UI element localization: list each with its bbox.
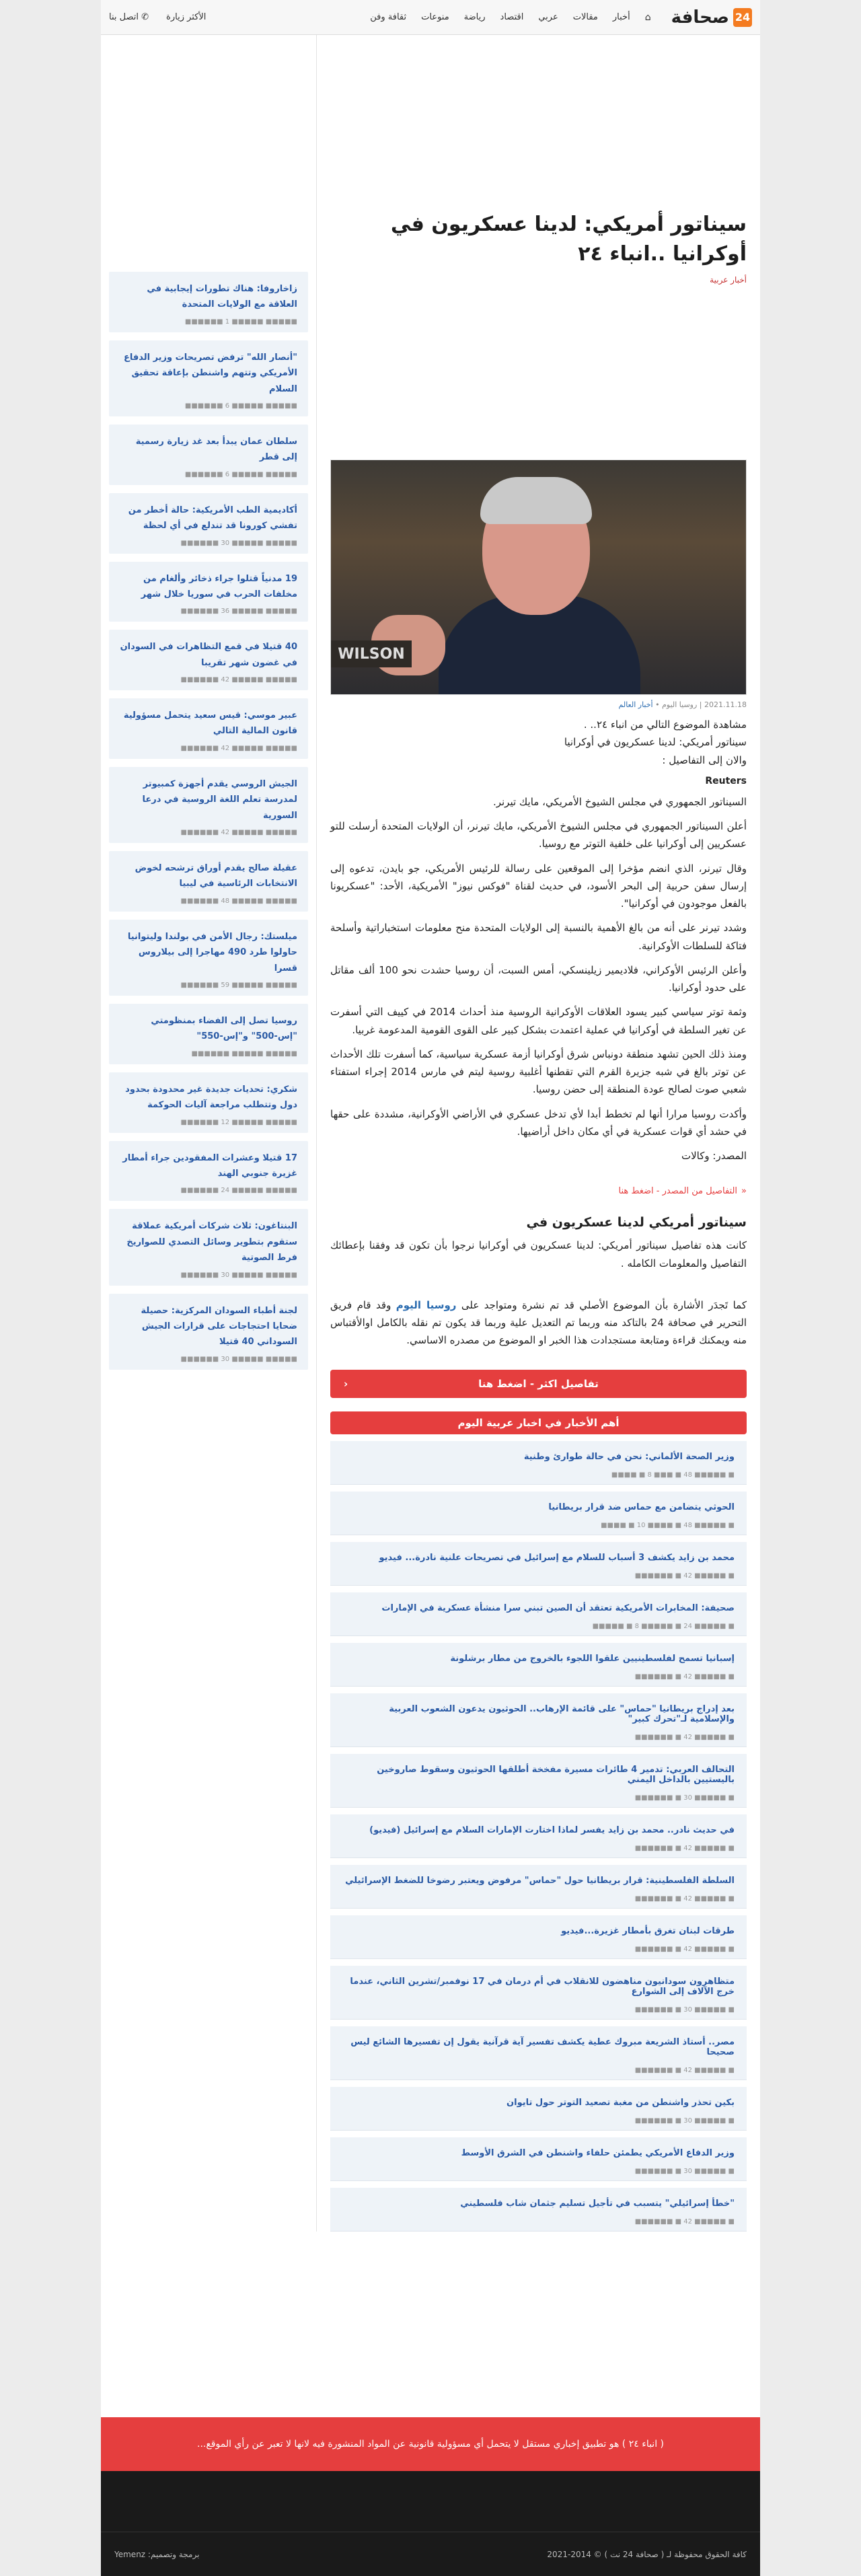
meta-category[interactable]: أخبار العالم: [618, 700, 653, 709]
related-item-title[interactable]: في حديث نادر.. محمد بن زايد يفسر لماذا اختارت الإمارات السلام مع إسرائيل (فيديو): [369, 1825, 735, 1835]
related-item-meta: ■ ■■■■■ 42 ■ ■■■■■■: [634, 2066, 735, 2074]
sidebar-item-meta: ■■■■■ ■■■■■ 36 ■■■■■■: [180, 608, 297, 616]
logo-badge: 24: [733, 8, 752, 27]
logo-text: صحافة: [671, 7, 729, 28]
sidebar-item-title[interactable]: 40 قتيلا في قمع التظاهرات في السودان في غضون شهر تقريبا: [120, 642, 297, 668]
article-meta: 2021.11.18 | روسيا اليوم • أخبار العالم: [618, 700, 747, 709]
sidebar-item-meta: ■■■■■ ■■■■■ 1 ■■■■■■: [184, 318, 297, 326]
related-item-meta: ■ ■■■■■ 42 ■ ■■■■■■: [634, 1733, 735, 1741]
double-chevron-icon: «: [741, 1186, 747, 1197]
sidebar-item[interactable]: [109, 1072, 308, 1133]
meta-date: 2021.11.18: [704, 700, 747, 709]
sidebar-item-title[interactable]: سلطان عمان يبدأ بعد غد زيارة رسمية إلى قطر: [135, 436, 297, 463]
related-item-title[interactable]: محمد بن زايد يكشف 3 أسباب للسلام مع إسرائيل في تصريحات علنية نادرة... فيديو: [379, 1552, 735, 1563]
related-item[interactable]: [330, 2188, 747, 2232]
related-item-meta: ■ ■■■■■ 30 ■ ■■■■■■: [634, 2005, 735, 2014]
related-item-title[interactable]: متظاهرون سودانيون مناهضون للانقلاب في أم درمان في 17 نوفمبر/تشرين الثاني، عندما خرج الآلاف إلى الشوارع: [350, 1976, 735, 1997]
sidebar-item[interactable]: [109, 1209, 308, 1285]
copyright: كافة الحقوق محفوظة لـ ( صحافة 24 نت ) © 2014-2021: [547, 2549, 747, 2559]
related-item[interactable]: [330, 2137, 747, 2181]
intro-line: والان إلى التفاصيل :: [662, 753, 747, 766]
sidebar-item-title[interactable]: زاخاروفا: هناك تطورات إيجابية في العلاقة مع الولايات المتحدة: [147, 284, 297, 310]
related-item[interactable]: [330, 1643, 747, 1687]
source-credit: المصدر: وكالات: [681, 1150, 747, 1162]
ad-space: [330, 35, 747, 203]
related-item[interactable]: [330, 1754, 747, 1808]
sidebar-item[interactable]: [109, 1004, 308, 1064]
sidebar-item-meta: ■■■■■ ■■■■■ 24 ■■■■■■: [180, 1187, 297, 1195]
sidebar-item-meta: ■■■■■ ■■■■■ 42 ■■■■■■: [180, 829, 297, 837]
article-image: [330, 459, 747, 695]
home-icon[interactable]: ⌂: [644, 11, 651, 23]
sidebar-item-meta: ■■■■■ ■■■■■ 6 ■■■■■■: [184, 402, 297, 410]
related-item-meta: ■ ■■■■■ 42 ■ ■■■■■■: [634, 1572, 735, 1580]
related-item[interactable]: [330, 1915, 747, 1959]
sidebar-item-meta: ■■■■■ ■■■■■ 42 ■■■■■■: [180, 676, 297, 684]
reuters-label: Reuters: [705, 775, 747, 786]
sidebar-item-title[interactable]: روسيا تصل إلى الفضاء بمنظومتي "إس-500" و"إس-550": [151, 1015, 297, 1042]
related-item-title[interactable]: صحيفة: المخابرات الأمريكية تعتقد أن الصين تبني سرا منشأة عسكرية في الإمارات: [381, 1603, 735, 1613]
sidebar-item-meta: ■■■■■ ■■■■■ 30 ■■■■■■: [180, 1355, 297, 1363]
related-item-title[interactable]: طرقات لبنان تغرق بأمطار غزيرة...فيديو: [561, 1925, 735, 1936]
related-item-title[interactable]: بعد إدراج بريطانيا "حماس" على قائمة الإرهاب.. الحوثيون يدعون الشعوب العربية والإسلامية لـ"تحرك كبير": [389, 1703, 735, 1724]
related-item-title[interactable]: السلطة الفلسطينية: قرار بريطانيا حول "حماس" مرفوض ويعتبر رضوخا للضغط الإسرائيلي: [345, 1875, 735, 1886]
related-heading: أهم الأخبار في اخبار عربية اليوم: [330, 1411, 747, 1434]
sidebar-item[interactable]: [109, 272, 308, 332]
intro-line: مشاهدة الموضوع التالي من انباء ٢٤.. .: [583, 719, 747, 731]
sidebar-item-title[interactable]: "أنصار الله" ترفض تصريحات وزير الدفاع الأمريكي وتتهم واشنطن بإعاقة تحقيق السلام: [123, 352, 297, 394]
related-item-meta: ■ ■■■■■ 42 ■ ■■■■■■: [634, 1894, 735, 1903]
nav-item[interactable]: ثقافة وفن: [370, 12, 407, 22]
related-item[interactable]: [330, 1441, 747, 1485]
related-item-meta: ■ ■■■■■ 42 ■ ■■■■■■: [634, 2217, 735, 2225]
phone-icon: ✆: [141, 12, 149, 22]
source-details-label: التفاصيل من المصدر - اضغط هنا: [618, 1186, 738, 1197]
sidebar-item[interactable]: [109, 767, 308, 843]
related-item[interactable]: [330, 2026, 747, 2080]
related-list: [330, 1441, 747, 2232]
related-item[interactable]: [330, 1542, 747, 1586]
paragraph: أعلن السيناتور الجمهوري في مجلس الشيوخ الأمريكي، مايك تيرنر، أن الولايات المتحدة أرسلت للتو عسكريين إلى أوكرانيا على خلفية التوتر مع روسيا.: [330, 820, 747, 850]
article-title: سيناتور أمريكي: لدينا عسكريون في أوكرانيا ..انباء ٢٤: [390, 213, 747, 266]
sidebar-item[interactable]: [109, 630, 308, 690]
top-navbar: [101, 0, 760, 35]
source-note-post: وقد قام فريق التحرير في صحافة 24 بالتاكد منه وربما تم التعديل علية وربما قد يكون تم نقله بالكامل اوالأقتباس منه ويمكنك قراءة ومتابعة مستجدادت هذا الخبر او الموضوع من مصدره الاساسي.: [330, 1298, 747, 1347]
paragraph: السيناتور الجمهوري في مجلس الشيوخ الأمريكي، مايك تيرنر.: [492, 795, 747, 808]
sidebar-item-meta: ■■■■■ ■■■■■ 30 ■■■■■■: [180, 539, 297, 547]
source-note-pre: كما تَجدَر الأشارة بأن الموضوع الأصلي قد تم نشرة ومتواجد على: [461, 1298, 747, 1311]
related-item-meta: ■ ■■■■■ 30 ■ ■■■■■■: [634, 2167, 735, 2175]
sidebar-item-meta: ■■■■■ ■■■■■ 6 ■■■■■■: [184, 470, 297, 478]
related-item-meta: ■ ■■■■■ 42 ■ ■■■■■■: [634, 1844, 735, 1852]
related-item-title[interactable]: بكين تحذر واشنطن من مغبة تصعيد التوتر حول تايوان: [507, 2097, 735, 2108]
related-item-title[interactable]: الحوثي يتضامن مع حماس ضد قرار بريطانيا: [548, 1502, 735, 1512]
sidebar-item-meta: ■■■■■ ■■■■■ 30 ■■■■■■: [180, 1271, 297, 1279]
sidebar: [101, 35, 316, 2232]
more-details-button[interactable]: [330, 1370, 747, 1398]
footer-band: [101, 2471, 760, 2532]
source-note: [330, 1296, 747, 1350]
sidebar-item-title[interactable]: 17 قتيلا وعشرات المفقودين جراء أمطار غزيرة جنوبي الهند: [122, 1152, 297, 1179]
related-item-title[interactable]: مصر.. أستاذ الشريعة مبروك عطية يكشف تفسير آية قرآنية يقول إن تفسيرها الشائع ليس صحيحا: [350, 2036, 735, 2057]
contact-link[interactable]: [109, 12, 149, 22]
sidebar-item-meta: ■■■■■ ■■■■■ ■■■■■■: [191, 1050, 297, 1058]
source-details-link[interactable]: [330, 1186, 747, 1196]
nav-item[interactable]: مقالات: [572, 12, 598, 22]
sidebar-item-meta: ■■■■■ ■■■■■ 12 ■■■■■■: [180, 1118, 297, 1126]
sidebar-item[interactable]: [109, 920, 308, 996]
meta-source[interactable]: روسيا اليوم: [662, 700, 698, 709]
more-details-label: تفاصيل اكثر - اضغط هنا: [478, 1377, 599, 1390]
sidebar-item-title[interactable]: شكري: تحديات جديدة غير محدودة بحدود دول وتتطلب مراجعة آليات الحوكمة: [125, 1084, 297, 1111]
paragraph: وثمة توتر سياسي كبير يسود العلاقات الأوكرانية الروسية منذ أحداث 2014 في كييف التي أسفرت عن تغير السلطة في أوكرانيا في عملية اعتمدت بشكل كبير على القوى القومية المدعومة غربيا.: [330, 1006, 747, 1036]
related-item-title[interactable]: وزير الدفاع الأمريكي يطمئن حلفاء واشنطن في الشرق الأوسط: [461, 2147, 735, 2158]
nav-item[interactable]: عربي: [538, 12, 558, 22]
sidebar-item-title[interactable]: أكاديمية الطب الأمريكية: حالة أخطر من تفشي كورونا قد تندلع في أي لحظة: [128, 505, 297, 531]
related-item-meta: ■ ■■■■■ 30 ■ ■■■■■■: [634, 1794, 735, 1802]
nav-item[interactable]: اقتصاد: [500, 12, 524, 22]
related-item[interactable]: [330, 1492, 747, 1535]
related-item[interactable]: [330, 1814, 747, 1858]
sidebar-item-title[interactable]: عبير موسي: قيس سعيد يتحمل مسؤولية قانون المالية التالي: [123, 710, 297, 737]
sidebar-item[interactable]: [109, 1294, 308, 1370]
nav-secondary: [109, 12, 206, 22]
related-item-meta: ■ ■■■■■ 48 ■ ■■■■ 10 ■ ■■■■: [601, 1521, 735, 1529]
related-item-meta: ■ ■■■■■ 42 ■ ■■■■■■: [634, 1945, 735, 1953]
source-note-link[interactable]: روسيا اليوم: [396, 1298, 457, 1311]
category-tag[interactable]: أخبار عربية: [710, 275, 747, 285]
most-visited-link[interactable]: الأكثر زيارة: [166, 12, 207, 22]
related-item-meta: ■ ■■■■■ 48 ■ ■■■ 8 ■ ■■■■: [611, 1471, 735, 1479]
nav-item[interactable]: منوعات: [421, 12, 449, 22]
sidebar-item[interactable]: [109, 493, 308, 554]
summary-text: كانت هذه تفاصيل سيناتور أمريكي: لدينا عسكريون في أوكرانيا نرجوا بأن تكون قد وفقنا بإعطائك التفاصيل والمعلومات الكامله .: [330, 1239, 747, 1269]
sidebar-item-title[interactable]: عقيلة صالح يقدم أوراق ترشحه لخوض الانتخابات الرئاسية في ليبيا: [135, 863, 297, 889]
sidebar-item-meta: ■■■■■ ■■■■■ 59 ■■■■■■: [180, 981, 297, 989]
sidebar-item-title[interactable]: 19 مدنياً قتلوا جراء ذخائر وألغام من مخلفات الحرب في سوريا خلال شهر: [141, 573, 297, 599]
related-item-title[interactable]: إسبانيا تسمح لفلسطينيين علقوا اللجوء بالخروج من مطار برشلونة: [450, 1653, 735, 1664]
nav-item[interactable]: أخبار: [612, 12, 630, 22]
footer-notice: ( انباء ٢٤ ) هو تطبيق إخباري مستقل لا يتحمل أي مسؤولية قانونية عن المواد المنشورة فيه لانها لا تعبر عن رأي الموقع...: [101, 2417, 760, 2471]
related-item-title[interactable]: "خطأ إسرائيلي" يتسبب في تأجيل تسليم جثمان شاب فلسطيني: [460, 2198, 735, 2209]
nav-item[interactable]: رياضة: [463, 12, 486, 22]
image-hair: [480, 477, 592, 524]
summary-title: سيناتور أمريكي لدينا عسكريون في: [526, 1215, 747, 1230]
sidebar-item-title[interactable]: البنتاغون: ثلاث شركات أمريكية عملاقة ستقوم بتطوير وسائل التصدي للصواريخ فرط الصوتية: [126, 1221, 297, 1263]
sidebar-list: [109, 272, 308, 1370]
related-item-title[interactable]: التحالف العربي: تدمير 4 طائرات مسيرة مفخخة أطلقها الحوثيون وسقوط صاروخين باليستيين بالداخل اليمني: [377, 1764, 735, 1785]
sidebar-item[interactable]: [109, 562, 308, 622]
paragraph: وأكدت روسيا مرارا أنها لم تخطط أبدا لأي تدخل عسكري في الأراضي الأوكرانية، مشددة على حقها في حشد أي قوات عسكرية في أي مكان داخل أراضيها.: [330, 1107, 747, 1138]
paragraph: وشدد تيرنر على أنه من بالغ الأهمية بالنسبة إلى الولايات المتحدة منح معلومات استخباراتية وأسلحة فتاكة للسلطات الأوكرانية.: [330, 922, 747, 952]
sidebar-item-title[interactable]: ميلستك: رجال الأمن في بولندا وليتوانيا حاولوا طرد 490 مهاجرا إلى بيلاروس قسرا: [127, 931, 297, 973]
footer: [101, 2397, 760, 2576]
page: [101, 0, 760, 2576]
related-item[interactable]: [330, 1966, 747, 2020]
sidebar-item-title[interactable]: الجيش الروسي يقدم أجهزة كمبيوتر لمدرسة تعلم اللغة الروسية في درعا السورية: [142, 778, 297, 821]
related-item-meta: ■ ■■■■■ 30 ■ ■■■■■■: [634, 2117, 735, 2125]
sidebar-item[interactable]: [109, 698, 308, 759]
sidebar-item[interactable]: [109, 425, 308, 485]
credit-link[interactable]: برمجة وتصميم: Yemenz: [114, 2549, 200, 2559]
intro-line: سيناتور أمريكي: لدينا عسكريون في أوكرانيا: [564, 736, 747, 749]
footer-bottom: [101, 2532, 760, 2576]
sidebar-item[interactable]: [109, 340, 308, 416]
sidebar-item[interactable]: [109, 1141, 308, 1202]
image-nameplate: WILSON: [331, 640, 412, 667]
sidebar-item-title[interactable]: لجنة أطباء السودان المركزية: حصيلة ضحايا احتجاجات على قرارات الجيش السوداني 40 قتيلا: [141, 1305, 297, 1348]
paragraph: وقال تيرنر، الذي انضم مؤخرا إلى الموقعين على رسالة للرئيس الأمريكي، جو بايدن، تدعوه إلى إرسال سفن حربية إلى البحر الأسود، في حديث لقناة "فوكس نيوز" الأمريكية، الأحد: "عسكريونا بالفعل موجودون في أوكرانيا".: [330, 862, 747, 910]
paragraph: وأعلن الرئيس الأوكراني، فلاديمير زيلينسكي، أمس السبت، أن روسيا حشدت نحو 100 ألف مقاتل على حدود أوكرانيا.: [330, 963, 747, 994]
site-logo[interactable]: [671, 7, 752, 28]
sidebar-ad-space: [109, 35, 308, 264]
main-nav: [370, 12, 650, 23]
paragraph: ومنذ ذلك الحين تشهد منطقة دونباس شرق أوكرانيا أزمة عسكرية سياسية، كما أسفرت تلك الأحداث عن توتر بالغ في شبه جزيرة القرم التي تقطنها أغلبية روسية ليتم في مارس 2014 إجراء استفتاء شعبي صوت لصالح عودة المنطقة إلى حضن روسيا.: [330, 1047, 747, 1096]
related-item[interactable]: [330, 1592, 747, 1636]
related-item[interactable]: [330, 2087, 747, 2131]
related-item[interactable]: [330, 1865, 747, 1909]
related-item-meta: ■ ■■■■■ 24 ■ ■■■■■ 8 ■ ■■■■■: [592, 1622, 735, 1630]
contact-label: اتصل بنا: [109, 12, 139, 22]
related-item[interactable]: [330, 1693, 747, 1747]
related-item-title[interactable]: وزير الصحة الألماني: نحن في حالة طوارئ وطنية: [523, 1451, 735, 1462]
sidebar-item-meta: ■■■■■ ■■■■■ 42 ■■■■■■: [180, 744, 297, 752]
chevron-left-icon: ‹: [344, 1377, 348, 1390]
article-column: [316, 35, 760, 2232]
sidebar-item-meta: ■■■■■ ■■■■■ 48 ■■■■■■: [180, 897, 297, 905]
related-item-meta: ■ ■■■■■ 42 ■ ■■■■■■: [634, 1672, 735, 1681]
sidebar-item[interactable]: [109, 851, 308, 912]
